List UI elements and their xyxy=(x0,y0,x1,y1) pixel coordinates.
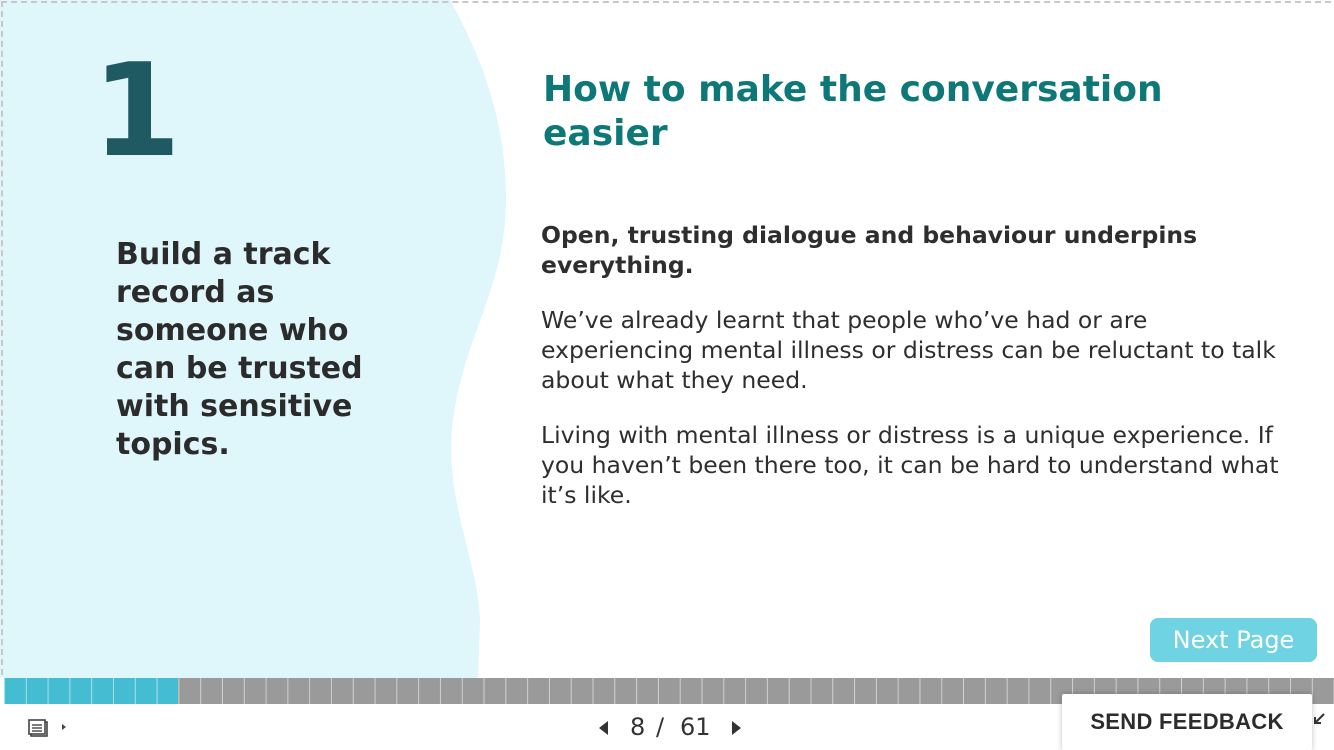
body-paragraph-1: We’ve already learnt that people who’ve had or are experiencing mental illness or distress can be reluctant to talk about what they need. xyxy=(541,306,1276,394)
title-container xyxy=(543,68,1183,154)
arrow-collapse-icon[interactable] xyxy=(1312,712,1326,726)
lead-paragraph: Open, trusting dialogue and behaviour underpins everything. xyxy=(541,221,1198,279)
current-page-number: 8 xyxy=(630,713,646,741)
page-indicator xyxy=(590,710,750,746)
step-number: 1 xyxy=(92,37,178,186)
body-paragraph-2: Living with mental illness or distress is a unique experience. If you haven’t been there too, it can be hard to understand what it’s like. xyxy=(541,421,1279,509)
triangle-left-icon[interactable] xyxy=(596,719,612,737)
page-separator: / xyxy=(656,713,665,741)
total-page-count: 61 xyxy=(680,713,711,741)
send-feedback-button[interactable]: SEND FEEDBACK xyxy=(1062,694,1312,750)
menu-list-icon[interactable] xyxy=(28,718,70,740)
progress-bar-fill xyxy=(4,678,178,704)
triangle-right-icon[interactable] xyxy=(728,719,744,737)
content-body xyxy=(541,220,1281,535)
tip-text: Build a track record as someone who can be trusted with sensitive topics. xyxy=(116,237,363,462)
page-title: How to make the conversation easier xyxy=(543,69,1163,154)
next-page-button[interactable]: Next Page xyxy=(1150,618,1317,662)
